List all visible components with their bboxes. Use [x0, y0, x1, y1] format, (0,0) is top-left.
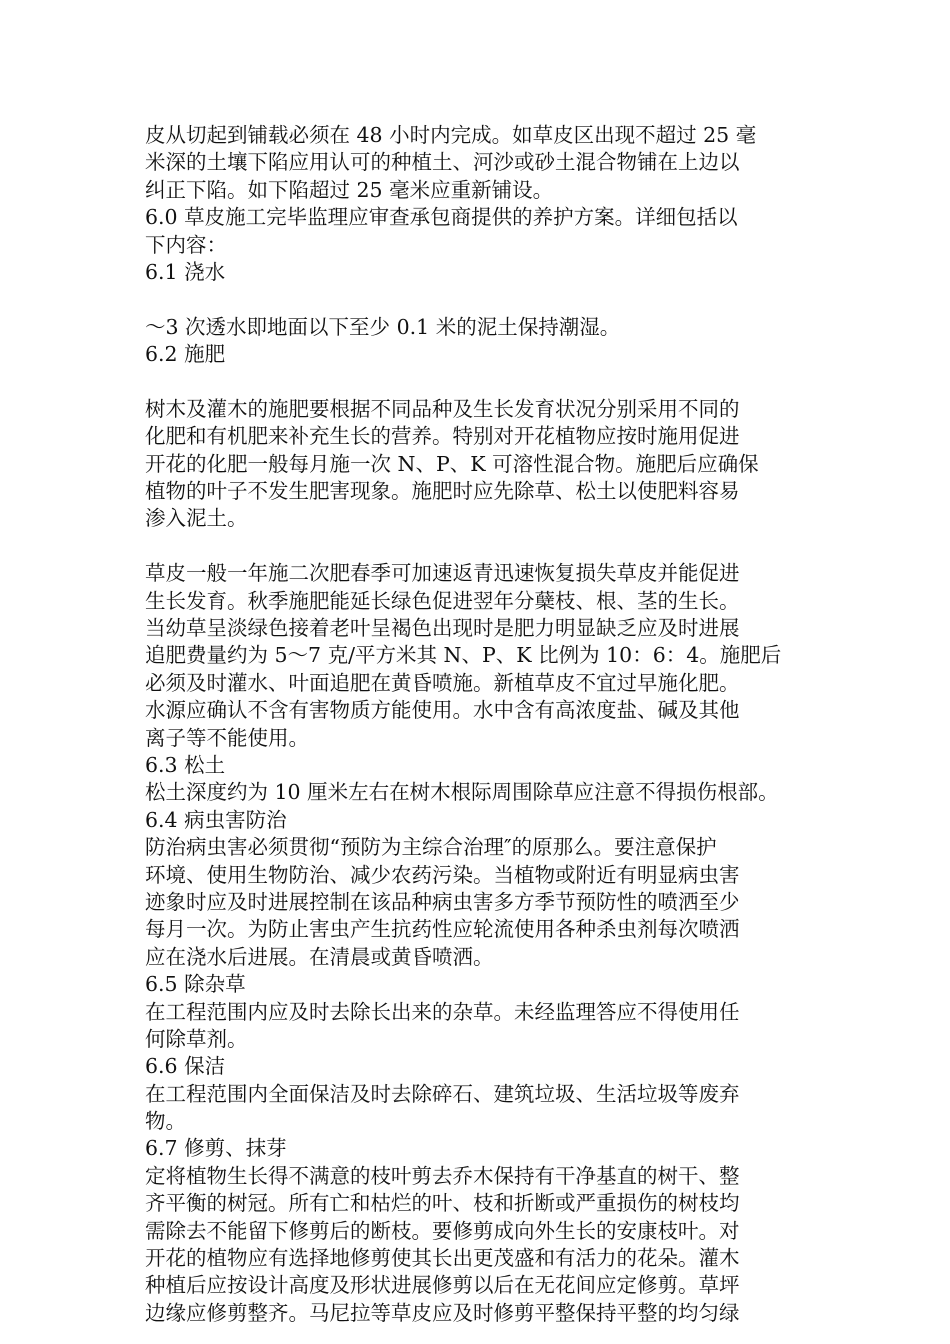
text-line: 米深的土壤下陷应用认可的种植土、河沙或砂土混合物铺在上边以 [145, 150, 740, 175]
text-line: 离子等不能使用。 [145, 725, 309, 750]
blank-line [145, 369, 820, 396]
text-line: 树木及灌木的施肥要根据不同品种及生长发育状况分别采用不同的 [145, 396, 740, 421]
text-line: 6.2 施肥 [145, 342, 226, 367]
text-line: 需除去不能留下修剪后的断枝。要修剪成向外生长的安康枝叶。对 [145, 1218, 740, 1243]
text-line: 追肥费量约为 5～7 克/平方米其 N、P、K 比例为 10：6：4。施肥后 [145, 643, 782, 668]
text-line: 当幼草呈淡绿色接着老叶呈褐色出现时是肥力明显缺乏应及时进展 [145, 616, 740, 641]
text-line: 渗入泥土。 [145, 506, 248, 531]
text-line: 种植后应按设计高度及形状进展修剪以后在无花间应定修剪。草坪 [145, 1273, 740, 1298]
text-line: 皮从切起到铺载必须在 48 小时内完成。如草皮区出现不超过 25 毫 [145, 123, 757, 147]
text-line: 植物的叶子不发生肥害现象。施肥时应先除草、松土以使肥料容易 [145, 479, 740, 504]
text-line: 防治病虫害必须贯彻“预防为主综合治理″的原那么。要注意保护 [145, 835, 717, 860]
blank-line [145, 286, 820, 313]
text-line: 6.6 保洁 [145, 1054, 226, 1079]
text-line: 迹象时应及时进展控制在该品种病虫害多方季节预防性的喷洒至少 [145, 889, 740, 914]
text-line: 在工程范围内应及时去除长出来的杂草。未经监理答应不得使用任 [145, 999, 740, 1024]
text-line: 生长发育。秋季施肥能延长绿色促进翌年分蘖枝、根、茎的生长。 [145, 588, 740, 613]
document-body [145, 122, 820, 1327]
text-line: 物。 [145, 1109, 186, 1134]
text-line: 何除草剂。 [145, 1026, 248, 1051]
text-line: 必须及时灌水、叶面追肥在黄昏喷施。新植草皮不宜过早施化肥。 [145, 670, 740, 695]
text-line: 6.1 浇水 [145, 259, 226, 284]
text-line: 6.4 病虫害防治 [145, 807, 287, 832]
text-line: 6.7 修剪、抹芽 [145, 1136, 287, 1161]
text-line: 下内容： [145, 232, 227, 257]
text-line: 开花的植物应有选择地修剪使其长出更茂盛和有活力的花朵。灌木 [145, 1246, 740, 1271]
text-line: 水源应确认不含有害物质方能使用。水中含有高浓度盐、碱及其他 [145, 698, 740, 723]
text-line: 纠正下陷。如下陷超过 25 毫米应重新铺设。 [145, 177, 554, 202]
text-line: 环境、使用生物防治、减少农药污染。当植物或附近有明显病虫害 [145, 862, 740, 887]
text-line: 6.3 松土 [145, 752, 226, 777]
text-line: 齐平衡的树冠。所有亡和枯烂的叶、枝和折断或严重损伤的树枝均 [145, 1191, 740, 1216]
text-line: 边缘应修剪整齐。马尼拉等草皮应及时修剪平整保持平整的均匀绿 [145, 1300, 740, 1325]
blank-line [145, 533, 820, 560]
text-line: 松土深度约为 10 厘米左右在树木根际周围除草应注意不得损伤根部。 [145, 780, 779, 805]
text-line: 6.0 草皮施工完毕监理应审查承包商提供的养护方案。详细包括以 [145, 205, 738, 230]
text-line: 化肥和有机肥来补充生长的营养。特别对开花植物应按时施用促进 [145, 424, 740, 449]
text-line: 在工程范围内全面保洁及时去除碎石、建筑垃圾、生活垃圾等废弃 [145, 1081, 740, 1106]
text-line: 6.5 除杂草 [145, 972, 246, 997]
text-line: 应在浇水后进展。在清晨或黄昏喷洒。 [145, 944, 494, 969]
text-line: ～3 次透水即地面以下至少 0.1 米的泥土保持潮湿。 [145, 314, 621, 339]
text-line: 开花的化肥一般每月施一次 N、P、K 可溶性混合物。施肥后应确保 [145, 451, 759, 476]
text-line: 每月一次。为防止害虫产生抗药性应轮流使用各种杀虫剂每次喷洒 [145, 917, 740, 942]
text-line: 草皮一般一年施二次肥春季可加速返青迅速恢复损失草皮并能促进 [145, 561, 740, 586]
text-line: 定将植物生长得不满意的枝叶剪去乔木保持有干净基直的树干、整 [145, 1163, 740, 1188]
